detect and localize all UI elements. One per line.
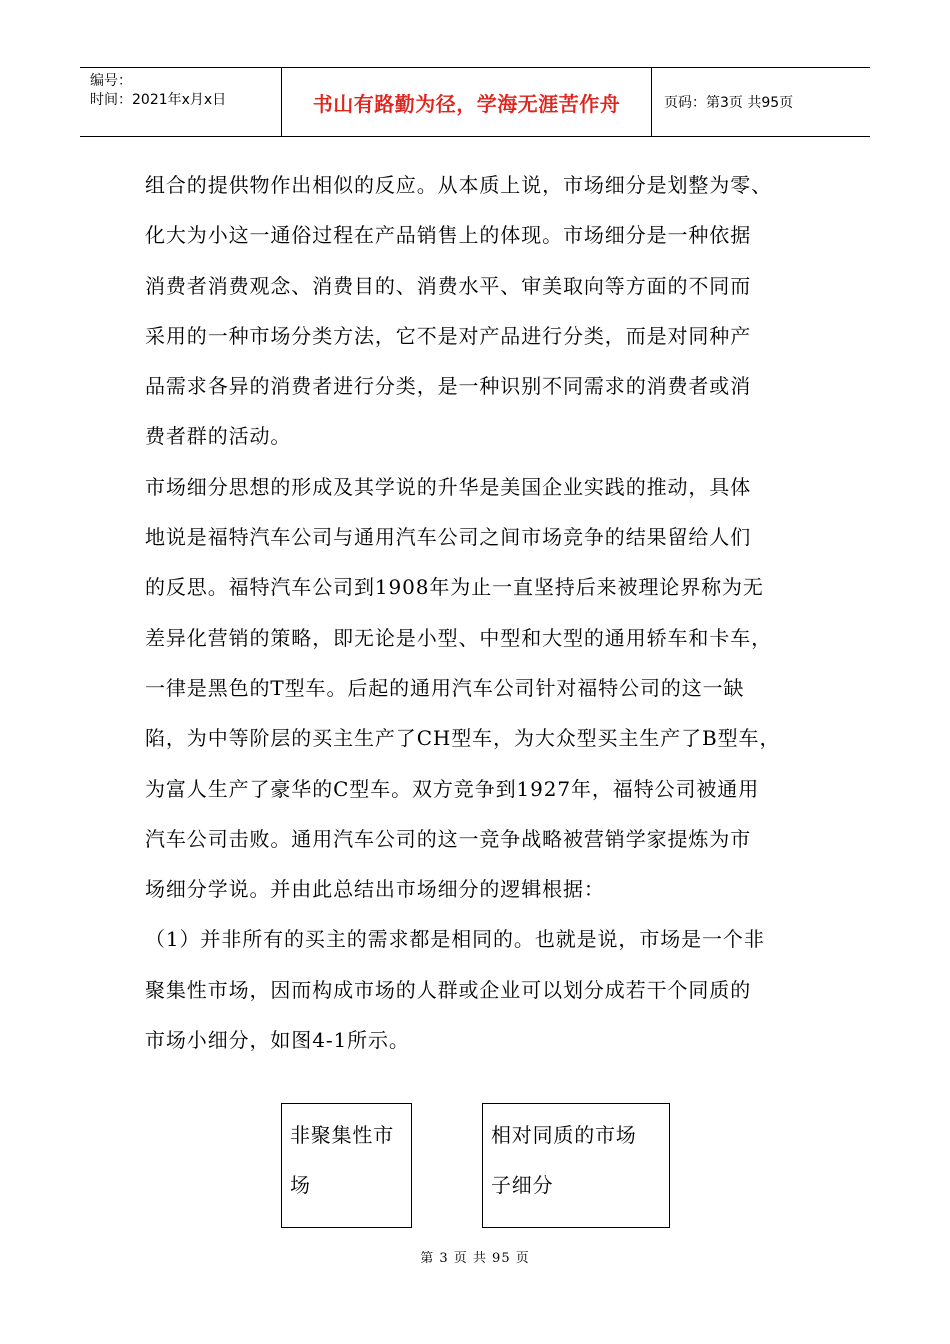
box-text-line: 场 (290, 1173, 311, 1197)
text-line: 差异化营销的策略，即无论是小型、中型和大型的通用轿车和卡车， (145, 625, 772, 650)
text-line: 汽车公司击败。通用汽车公司的这一竞争战略被营销学家提炼为市 (145, 826, 752, 851)
diagram-box-non-aggregate-market (281, 1103, 412, 1228)
text-line: 聚集性市场，因而构成市场的人群或企业可以划分成若干个同质的 (145, 977, 752, 1002)
serial-label: 编号： (90, 73, 132, 89)
date-label: 时间：2021年x月x日 (90, 92, 227, 108)
header-divider (651, 68, 652, 136)
header-page-label: 页码：第3页 共95页 (664, 95, 794, 111)
text-line: 一律是黑色的T型车。后起的通用汽车公司针对福特公司的这一缺 (145, 675, 745, 700)
text-line: 陷，为中等阶层的买主生产了CH型车，为大众型买主生产了B型车， (145, 726, 781, 751)
header-meta (90, 72, 280, 110)
page-footer: 第 3 页 共 95 页 (420, 1251, 530, 1266)
text-line: 市场细分思想的形成及其学说的升华是美国企业实践的推动，具体 (145, 474, 752, 499)
text-line: 场细分学说。并由此总结出市场细分的逻辑根据： (145, 877, 605, 902)
text-line: （1）并非所有的买主的需求都是相同的。也就是说，市场是一个非 (145, 927, 765, 952)
text-line: 市场小细分，如图4-1所示。 (145, 1028, 410, 1053)
text-line: 组合的提供物作出相似的反应。从本质上说，市场细分是划整为零、 (145, 173, 772, 197)
text-line: 消费者消费观念、消费目的、消费水平、审美取向等方面的不同而 (145, 273, 752, 298)
paragraph (145, 462, 825, 915)
document-body (145, 160, 825, 1065)
text-line: 为富人生产了豪华的C型车。双方竞争到1927年，福特公司被通用 (145, 776, 760, 801)
header-table (80, 67, 870, 137)
text-line: 费者群的活动。 (145, 424, 292, 449)
text-line: 化大为小这一通俗过程在产品销售上的体现。市场细分是一种依据 (145, 223, 752, 248)
text-line: 品需求各异的消费者进行分类，是一种识别不同需求的消费者或消 (145, 374, 752, 399)
paragraph (145, 914, 825, 1065)
header-motto: 书山有路勤为径，学海无涯苦作舟 (312, 91, 621, 116)
paragraph (145, 160, 825, 462)
box-text-line: 相对同质的市场 (491, 1123, 637, 1147)
box-text-line: 非聚集性市 (290, 1123, 394, 1147)
text-line: 的反思。福特汽车公司到1908年为止一直坚持后来被理论界称为无 (145, 575, 764, 600)
diagram-box-homogeneous-submarket (482, 1103, 670, 1228)
box-text-line: 子细分 (491, 1173, 554, 1197)
text-line: 地说是福特汽车公司与通用汽车公司之间市场竞争的结果留给人们 (145, 525, 752, 550)
text-line: 采用的一种市场分类方法，它不是对产品进行分类，而是对同种产 (145, 323, 752, 348)
